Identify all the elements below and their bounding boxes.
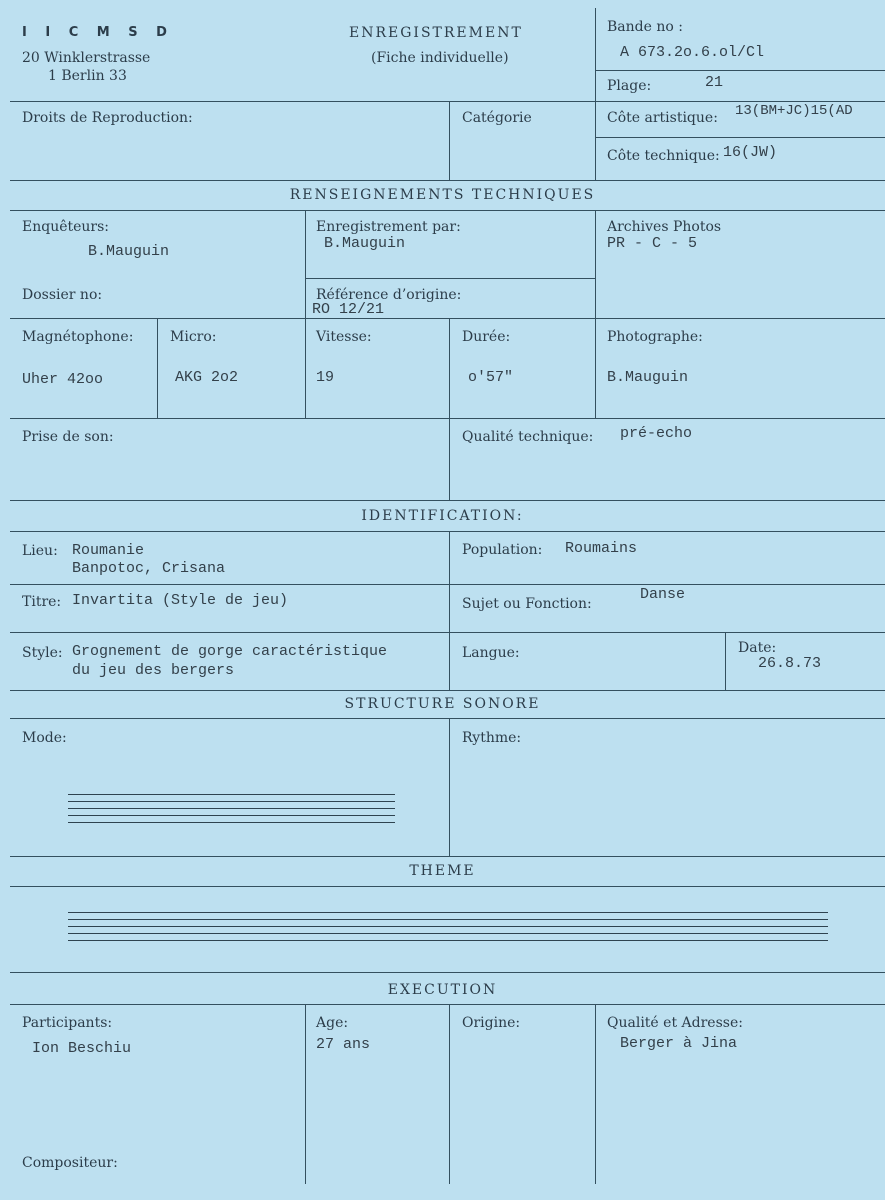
vrule-exec-col4	[595, 1004, 596, 1184]
lieu-value-country: Roumanie	[72, 542, 145, 559]
form-subtitle: (Fiche individuelle)	[371, 50, 509, 66]
mode-label: Mode:	[22, 730, 67, 746]
lieu-value-locality: Banpotoc, Crisana	[72, 560, 226, 577]
rule-plage-top	[595, 70, 885, 71]
cote-artistique-label: Côte artistique:	[607, 110, 718, 126]
cote-technique-value: 16(JW)	[723, 144, 778, 161]
participants-value: Ion Beschiu	[32, 1040, 132, 1057]
plage-label: Plage:	[607, 78, 652, 94]
execution-heading: EXECUTION	[387, 982, 498, 998]
enqueteurs-value: B.Mauguin	[88, 243, 170, 260]
theme-music-staff	[68, 912, 828, 947]
org-name: I I C M S D	[22, 25, 174, 40]
cote-technique-label: Côte technique:	[607, 148, 720, 164]
vrule-header-right	[595, 8, 596, 181]
titre-label: Titre:	[22, 594, 62, 610]
age-value: 27 ans	[316, 1036, 371, 1053]
style-label: Style:	[22, 645, 63, 661]
prise-de-son-label: Prise de son:	[22, 429, 114, 445]
org-address-city: 1 Berlin 33	[48, 68, 127, 84]
compositeur-label: Compositeur:	[22, 1155, 118, 1171]
qualite-technique-label: Qualité technique:	[462, 429, 594, 445]
rule-theme-heading-bottom	[10, 886, 885, 887]
structure-heading: STRUCTURE SONORE	[344, 696, 541, 712]
categorie-label: Catégorie	[462, 110, 532, 126]
qualite-technique-value: pré-echo	[620, 425, 693, 442]
rule-ident-heading-top	[10, 500, 885, 501]
rule-tech-heading-bottom	[10, 210, 885, 211]
rule-execution-heading-bottom	[10, 1004, 885, 1005]
ident-heading: IDENTIFICATION:	[361, 508, 524, 524]
rule-structure-heading-bottom	[10, 718, 885, 719]
vrule-micro	[157, 318, 158, 418]
sujet-value: Danse	[640, 586, 686, 603]
micro-label: Micro:	[170, 329, 217, 345]
vrule-exec-col2	[305, 1004, 306, 1184]
dossier-label: Dossier no:	[22, 287, 103, 303]
age-label: Age:	[316, 1015, 349, 1031]
bande-label: Bande no :	[607, 19, 683, 35]
photographe-label: Photographe:	[607, 329, 703, 345]
style-value-line1: Grognement de gorge caractéristique	[72, 643, 388, 660]
vrule-ident-mid	[449, 531, 450, 690]
plage-value: 21	[705, 74, 724, 91]
magnetophone-label: Magnétophone:	[22, 329, 134, 345]
rule-cote-divider	[595, 137, 885, 138]
vitesse-value: 19	[316, 369, 335, 386]
reference-value: RO 12/21	[312, 301, 385, 318]
vrule-structure-mid	[449, 718, 450, 856]
qualite-adresse-value: Berger à Jina	[620, 1035, 738, 1052]
titre-value: Invartita (Style de jeu)	[72, 592, 289, 609]
cote-artistique-value: 13(BM+JC)15(AD	[735, 103, 853, 119]
rythme-label: Rythme:	[462, 730, 522, 746]
enqueteurs-label: Enquêteurs:	[22, 219, 110, 235]
archives-value: PR - C - 5	[607, 235, 698, 252]
rule-execution-heading-top	[10, 972, 885, 973]
vrule-categorie	[449, 101, 450, 181]
bande-value: A 673.2o.6.ol/Cl	[620, 44, 765, 61]
vrule-exec-col3	[449, 1004, 450, 1184]
org-address-street: 20 Winklerstrasse	[22, 50, 151, 66]
population-value: Roumains	[565, 540, 638, 557]
rule-tech-middle	[10, 318, 885, 319]
rule-tech-lower	[10, 418, 885, 419]
mode-music-staff	[68, 794, 395, 829]
vitesse-label: Vitesse:	[316, 329, 372, 345]
tech-heading: RENSEIGNEMENTS TECHNIQUES	[289, 187, 596, 203]
magnetophone-value: Uher 42oo	[22, 371, 104, 388]
micro-value: AKG 2o2	[175, 369, 239, 386]
enregistrement-par-label: Enregistrement par:	[316, 219, 461, 235]
rule-style-top	[10, 632, 885, 633]
photographe-value: B.Mauguin	[607, 369, 689, 386]
sujet-label: Sujet ou Fonction:	[462, 596, 592, 612]
rule-theme-heading-top	[10, 856, 885, 857]
rule-titre-top	[10, 584, 885, 585]
population-label: Population:	[462, 542, 543, 558]
theme-heading: THEME	[409, 863, 476, 879]
duree-value: o'57"	[468, 369, 514, 386]
rule-structure-heading-top	[10, 690, 885, 691]
participants-label: Participants:	[22, 1015, 113, 1031]
duree-label: Durée:	[462, 329, 511, 345]
lieu-label: Lieu:	[22, 543, 58, 559]
droits-label: Droits de Reproduction:	[22, 110, 193, 126]
date-label: Date:	[738, 640, 777, 656]
vrule-duree	[449, 318, 450, 418]
rule-header-bottom	[10, 101, 885, 102]
reference-label: Référence d’origine:	[316, 287, 462, 303]
style-value-line2: du jeu des bergers	[72, 662, 235, 679]
vrule-date	[725, 632, 726, 690]
rule-tech-heading-top	[10, 180, 885, 181]
qualite-adresse-label: Qualité et Adresse:	[607, 1015, 743, 1031]
rule-reference-top	[305, 278, 595, 279]
form-title: ENREGISTREMENT	[349, 25, 523, 41]
rule-ident-heading-bottom	[10, 531, 885, 532]
archives-label: Archives Photos	[607, 219, 722, 235]
vrule-qualite	[449, 418, 450, 500]
langue-label: Langue:	[462, 645, 520, 661]
vrule-tech-col4	[595, 210, 596, 418]
origine-label: Origine:	[462, 1015, 521, 1031]
vrule-tech-col2	[305, 210, 306, 418]
date-value: 26.8.73	[758, 655, 822, 672]
enregistrement-par-value: B.Mauguin	[324, 235, 406, 252]
